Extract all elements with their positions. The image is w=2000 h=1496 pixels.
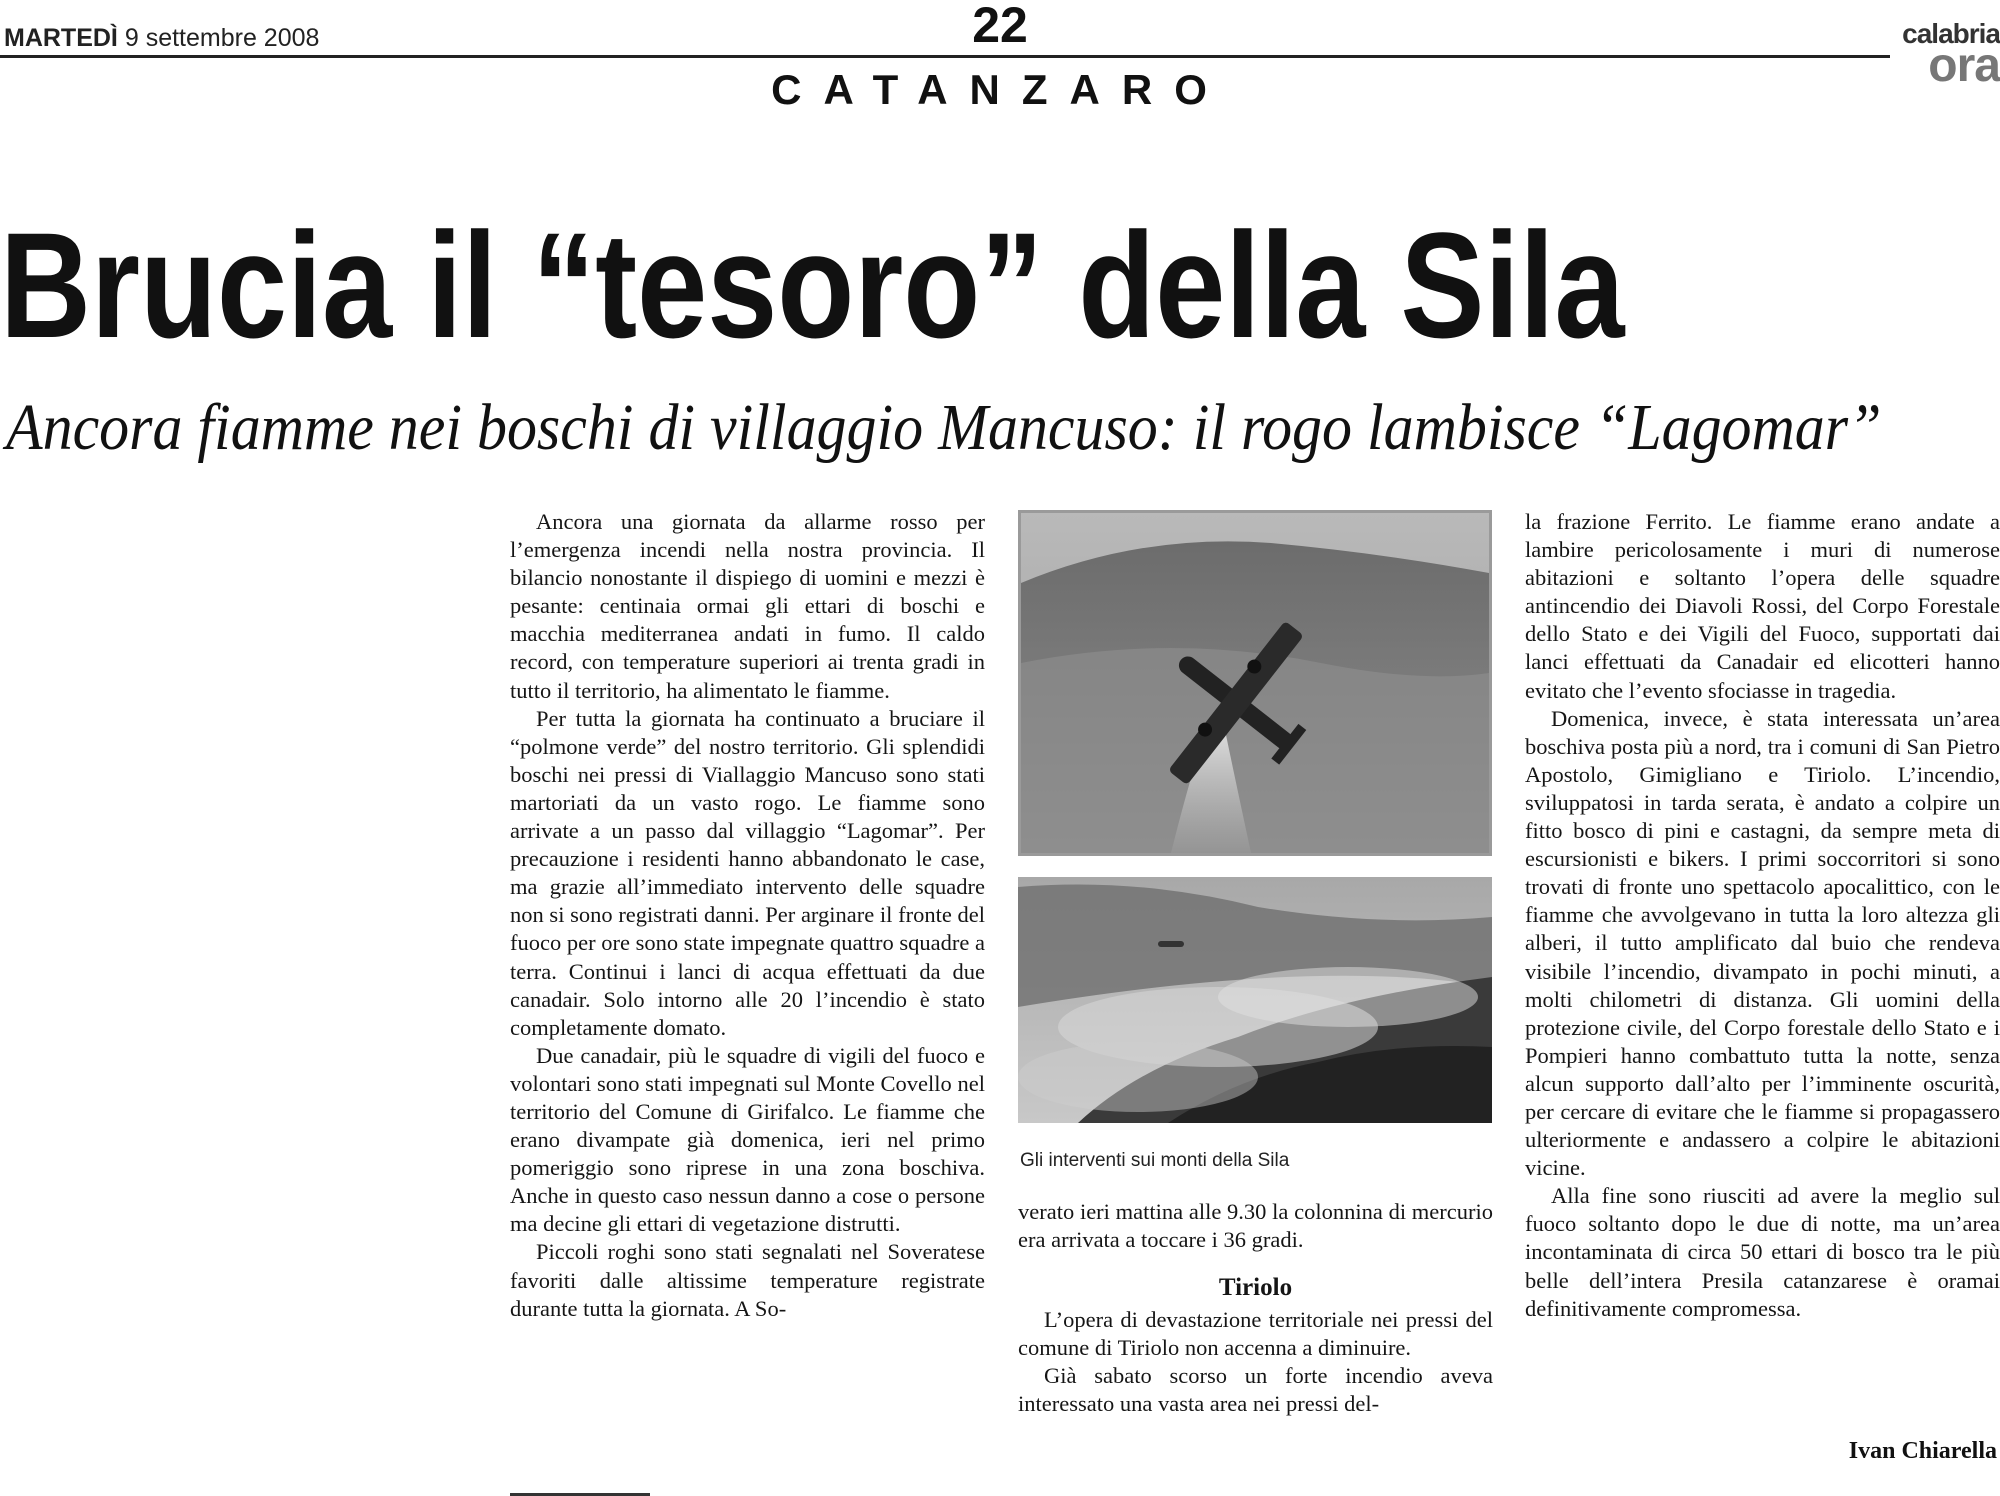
article-column-3: [1525, 508, 2000, 1323]
paragraph: Per tutta la giornata ha continuato a bruciare il “polmone verde” del nostro territorio. Gli splendidi boschi nei pressi di Viallaggio Mancuso sono stati martoriati da un vasto rogo. Le fiamme sono arrivate a un passo dal villaggio “Lagomar”. Per precauzione i residenti hanno abbandonato le case, ma grazie all’immediato intervento delle squadre non si sono registrati danni. Per arginare il fronte del fuoco per ore sono state impegnate quattro squadre a terra. Continui i lanci di acqua effettuati da due canadair. Solo intorno alle 20 l’incendio è stato completamente domato.: [510, 705, 985, 1040]
article-column-2: [1018, 1198, 1493, 1419]
paragraph: Alla fine sono riusciti ad avere la meglio sul fuoco soltanto dopo le due di notte, ma un’area incontaminata di circa 50 ettari di bosco tra le più belle dell’intera Presila catanzarese è oramai definitivamente compromessa.: [1525, 1183, 2000, 1321]
paragraph: Due canadair, più le squadre di vigili del fuoco e volontari sono stati impegnati sul Monte Covello nel territorio del Comune di Girifalco. Le fiamme che erano divampate già domenica, ieri nel primo pomeriggio sono riprese in una zona boschiva. Anche in questo caso nessun danno a cose o persone ma decine gli ettari di vegetazione distrutti.: [510, 1042, 985, 1237]
headline: [0, 200, 2000, 370]
paragraph: Ancora una giornata da allarme rosso per l’emergenza incendi nella nostra provincia. Il bilancio nonostante il dispiego di uomini e mezzi è pesante: centinaia ormai gli ettari di boschi e macchia mediterranea andati in fumo. Il caldo record, con temperature superiori ai trenta gradi in tutto il territorio, ha alimentato le fiamme.: [510, 509, 985, 703]
logo-text-bottom: ora: [1928, 39, 2000, 92]
paragraph: L’opera di devastazione territoriale nei pressi del comune di Tiriolo non accenna a diminuire.: [1018, 1307, 1493, 1361]
weekday: MARTEDÌ: [4, 24, 118, 52]
photo-caption: Gli interventi sui monti della Sila: [1020, 1150, 1290, 1171]
paragraph-continuation: la frazione Ferrito. Le fiamme erano andate a lambire pericolosamente i muri di numerose abitazioni e soltanto l’opera delle squadre antincendio dei Diavoli Rossi, del Corpo Forestale dello Stato e dei Vigili del Fuoco, supportati dai lanci effettuati da Canadair ed elicotteri hanno evitato che l’evento sfociasse in tragedia.: [1525, 509, 2000, 703]
section-subhead: Tiriolo: [1218, 1274, 1293, 1302]
masthead-rule: [0, 55, 1890, 58]
smoke-forest-image: [1018, 877, 1492, 1123]
newspaper-logo: [1890, 20, 2000, 90]
section-label: CATANZARO: [771, 66, 1229, 113]
page-number: 22: [972, 0, 1028, 53]
paragraph: Piccoli roghi sono stati segnalati nel Soveratese favoriti dalle altissime temperature registrate durante tutta la giornata. A So-: [510, 1239, 985, 1321]
headline-text: Brucia il “tesoro” della Sila: [0, 201, 1625, 369]
paragraph: Domenica, invece, è stata interessata un’area boschiva posta più a nord, tra i comuni di San Pietro Apostolo, Gimigliano e Tiriolo. L’incendio, sviluppatosi in tarda serata, è andato a colpire un fitto bosco di pini e castagni, da sempre meta di escursionisti e bikers. I primi soccorritori si sono trovati di fronte uno spettacolo apocalittico, con le fiamme che avvolgevano in tutta la loro altezza gli alberi, il tutto amplificato dal buio che rendeva visibile l’incendio, divampato in pochi minuti, a molti chilometri di distanza. Gli uomini della protezione civile, del Corpo forestale dello Stato e i Pompieri hanno combattuto tutta la notte, senza alcun supporto dall’alto per l’imminente oscurità, per cercare di evitare che le fiamme si propagassero ulteriormente e andassero a colpire le abitazioni vicine.: [1525, 705, 2000, 1181]
subheadline: [6, 388, 2000, 468]
paragraph-continuation: verato ieri mattina alle 9.30 la colonnina di mercurio era arrivata a toccare i 36 gradi.: [1018, 1199, 1493, 1253]
logo-text-top: calabria: [1902, 18, 2000, 49]
canadair-plane-image: [1021, 513, 1489, 853]
issue-date: [4, 24, 319, 53]
article-column-1: [510, 508, 985, 1323]
paragraph: Già sabato scorso un forte incendio aveva interessato una vasta area nei pressi del-: [1018, 1363, 1493, 1417]
byline: Ivan Chiarella: [1848, 1438, 1997, 1464]
photo-smoke-forest: [1018, 877, 1492, 1123]
subheadline-text: Ancora fiamme nei boschi di villaggio Mancuso: il rogo lambisce “Lagomar”: [6, 391, 1882, 464]
date: 9 settembre 2008: [124, 24, 320, 52]
photo-canadair-plane: [1018, 510, 1492, 856]
